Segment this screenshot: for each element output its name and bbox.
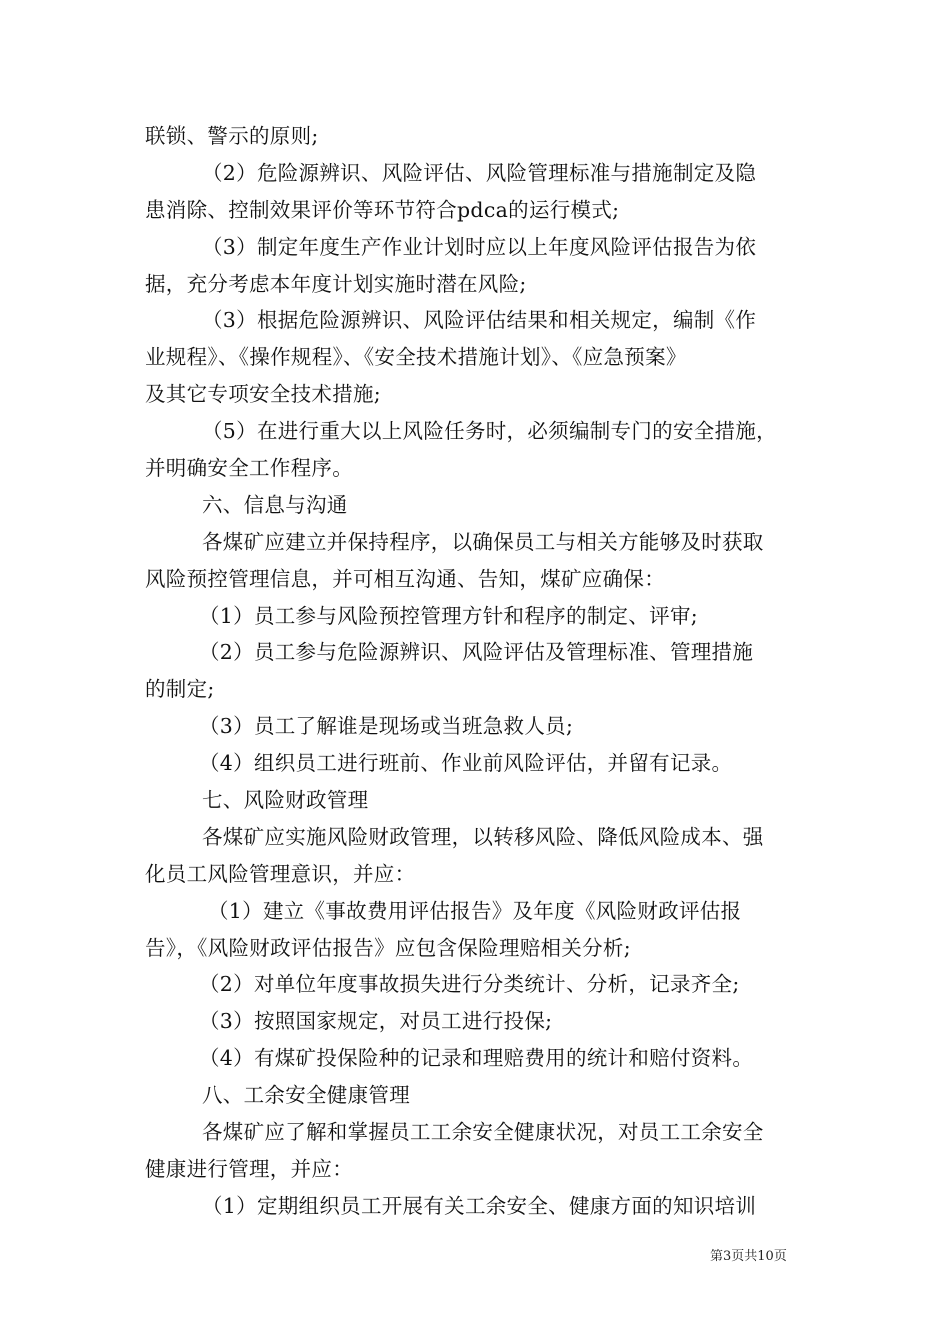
page-number: 第3页共10页: [710, 1249, 787, 1264]
text-line: 并明确安全工作程序。: [145, 456, 353, 481]
text-line: 各煤矿应实施风险财政管理，以转移风险、降低风险成本、强: [202, 824, 764, 849]
section-heading: 六、信息与沟通: [202, 492, 348, 517]
text-line: 各煤矿应了解和掌握员工工余安全健康状况，对员工工余安全: [202, 1120, 764, 1145]
text-line: （2）对单位年度事故损失进行分类统计、分析，记录齐全;: [199, 972, 740, 997]
text-line: （4）有煤矿投保险种的记录和理赔费用的统计和赔付资料。: [199, 1046, 754, 1071]
text-line: （2）危险源辨识、风险评估、风险管理标准与措施制定及隐: [202, 160, 757, 185]
text-line: 各煤矿应建立并保持程序，以确保员工与相关方能够及时获取: [202, 529, 764, 554]
text-line: 的制定;: [145, 677, 215, 702]
section-heading: 七、风险财政管理: [202, 788, 369, 813]
text-line: 及其它专项安全技术措施;: [145, 382, 382, 407]
text-line: （2）员工参与危险源辨识、风险评估及管理标准、管理措施: [199, 640, 754, 665]
text-line: （3）根据危险源辨识、风险评估结果和相关规定，编制《作: [202, 308, 757, 333]
text-line: 患消除、控制效果评价等环节符合pdca的运行模式;: [145, 197, 620, 222]
document-body: [145, 118, 810, 1225]
text-line: （1）建立《事故费用评估报告》及年度《风险财政评估报: [208, 898, 742, 923]
text-line: 健康进行管理，并应：: [145, 1156, 353, 1181]
text-line: 联锁、警示的原则;: [145, 124, 319, 148]
text-line: 化员工风险管理意识，并应：: [145, 861, 416, 886]
text-line: （1）员工参与风险预控管理方针和程序的制定、评审;: [199, 603, 698, 628]
text-line: （3）员工了解谁是现场或当班急救人员;: [199, 714, 574, 739]
text-line: （4）组织员工进行班前、作业前风险评估，并留有记录。: [199, 751, 733, 776]
section-heading: 八、工余安全健康管理: [202, 1083, 410, 1108]
text-line: 告》，《风险财政评估报告》应包含保险理赔相关分析;: [145, 935, 631, 960]
text-line: 据，充分考虑本年度计划实施时潜在风险;: [145, 271, 527, 296]
text-line: （3）制定年度生产作业计划时应以上年度风险评估报告为依: [202, 234, 757, 259]
text-line: 业规程》、《操作规程》、《安全技术措施计划》、《应急预案》: [145, 345, 687, 370]
text-line: （3）按照国家规定，对员工进行投保;: [199, 1009, 553, 1034]
text-line: 风险预控管理信息，并可相互沟通、告知，煤矿应确保：: [145, 566, 665, 591]
text-line: （1）定期组织员工开展有关工余安全、健康方面的知识培训: [202, 1193, 757, 1218]
text-line: （5）在进行重大以上风险任务时，必须编制专门的安全措施，: [202, 419, 777, 444]
